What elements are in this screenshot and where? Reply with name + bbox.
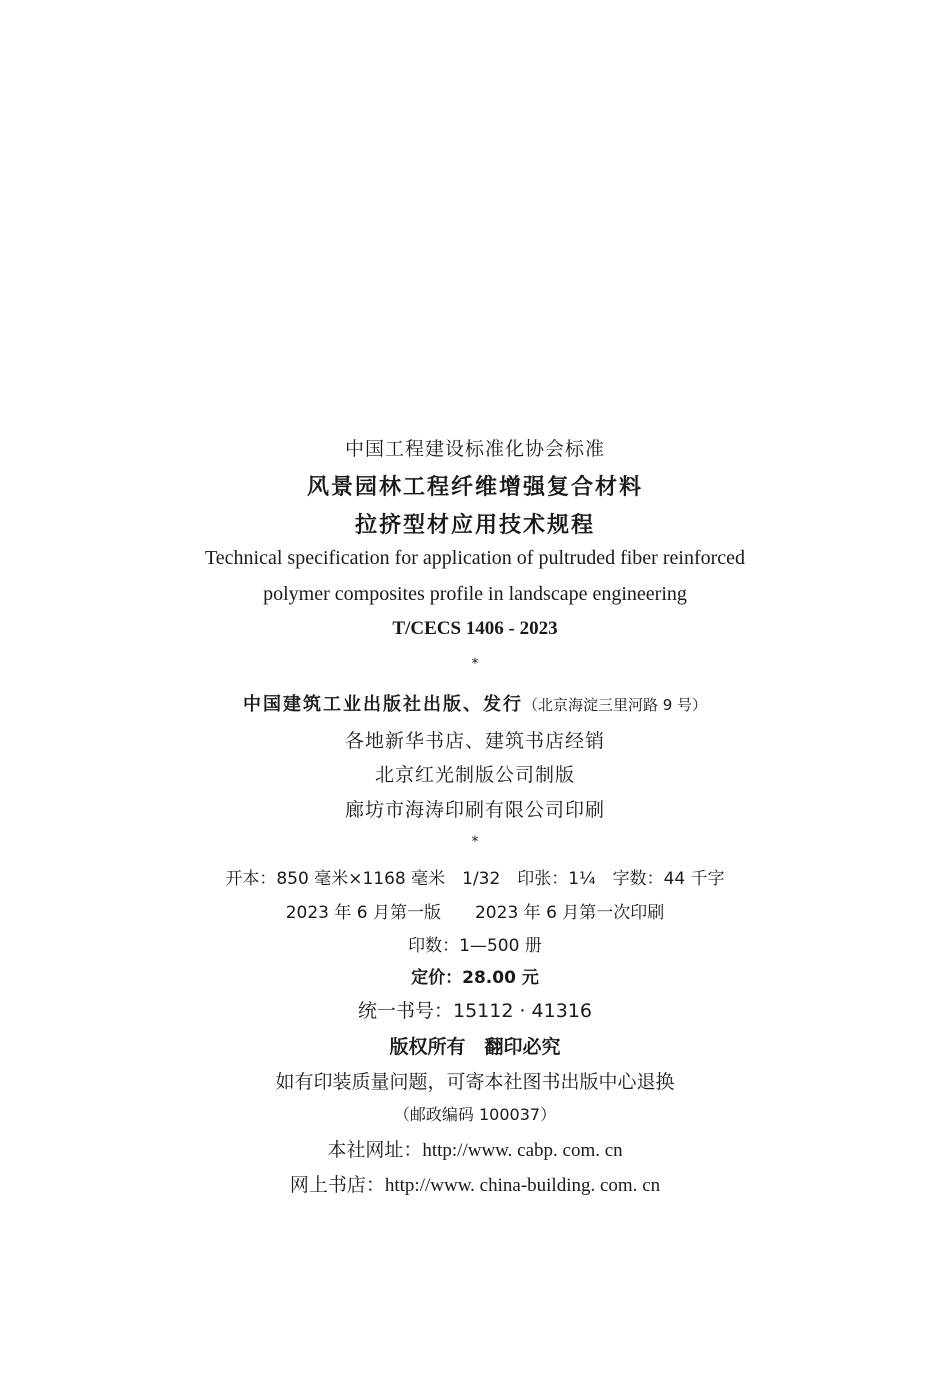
book-number: 统一书号：15112 · 41316 (357, 1000, 592, 1022)
publisher-address: （北京海淀三里河路 9 号） (522, 696, 708, 714)
separator-asterisk: * (471, 834, 479, 850)
online-store: 网上书店：http://www. china-building. com. cn (289, 1175, 661, 1196)
title-chinese-line-2: 拉挤型材应用技术规程 (354, 513, 595, 538)
publisher-line (0, 690, 950, 716)
copyright-notice: 版权所有 翻印必究 (389, 1036, 561, 1058)
title-chinese-line-1: 风景园林工程纤维增强复合材料 (306, 475, 643, 500)
plate-maker: 北京红光制版公司制版 (374, 764, 575, 786)
format-specs: 开本：850 毫米×1168 毫米 1/32 印张：1¼ 字数：44 千字 (225, 869, 725, 889)
website: 本社网址：http://www. cabp. com. cn (327, 1140, 623, 1161)
return-notice: 如有印装质量问题，可寄本社图书出版中心退换 (275, 1071, 675, 1093)
publisher: 中国建筑工业出版社出版、发行 (242, 694, 523, 715)
series-label: 中国工程建设标准化协会标准 (344, 438, 605, 460)
title-english-line-2: polymer composites profile in landscape engineering (263, 583, 687, 605)
distributor: 各地新华书店、建筑书店经销 (344, 730, 605, 752)
standard-number: T/CECS 1406 - 2023 (392, 618, 558, 639)
printer: 廊坊市海涛印刷有限公司印刷 (344, 799, 605, 821)
postal-code: （邮政编码 100037） (393, 1105, 557, 1124)
price: 定价：28.00 元 (411, 968, 539, 988)
title-english-line-1: Technical specification for application of pultruded fiber reinforced (204, 547, 746, 569)
separator-asterisk: * (471, 656, 479, 672)
edition-info: 2023 年 6 月第一版 2023 年 6 月第一次印刷 (285, 903, 665, 923)
print-run: 印数：1—500 册 (408, 936, 542, 956)
